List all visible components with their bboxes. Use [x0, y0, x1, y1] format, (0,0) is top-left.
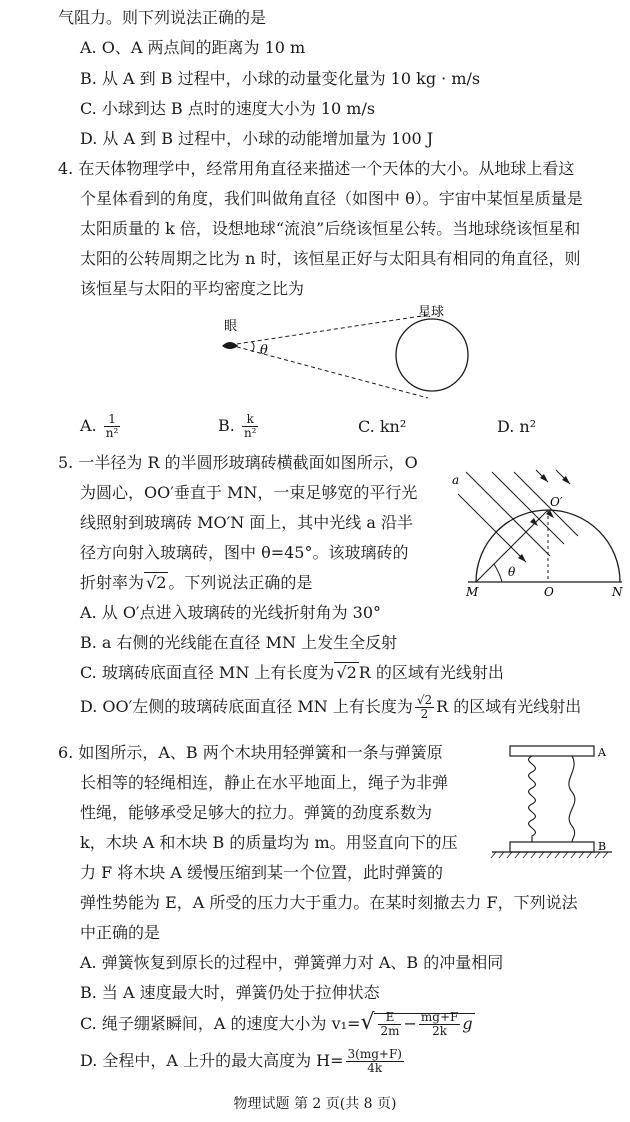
q6-option-c-g: g: [462, 1014, 473, 1033]
q6-option-c-frac-2: [419, 1011, 460, 1038]
q4-option-b-fraction: [242, 413, 259, 440]
q6-option-c-frac-1: [378, 1011, 401, 1038]
q5-stem-line-2: 为圆心，OO′垂直于 MN，一束足够宽的平行光: [80, 483, 418, 502]
q4-stem-line-5: 该恒星与太阳的平均密度之比为: [80, 279, 305, 298]
q6-option-d-prefix: D. 全程中，A 上升的最大高度为 H=: [80, 1051, 344, 1070]
q6-block-a: [510, 746, 594, 756]
q6-stem-line-2: 长相等的轻绳相连，静止在水平地面上，绳子为非弹: [80, 773, 449, 792]
q6-option-c-frac-2-num: mg+F: [420, 1010, 459, 1024]
q4-option-a: [80, 413, 122, 440]
q3-option-b: B. 从 A 到 B 过程中，小球的动量变化量为 10 kg · m/s: [80, 69, 481, 88]
q4-option-a-numerator: 1: [104, 413, 121, 427]
q5-stem-l5-suffix: 。下列说法正确的是: [168, 573, 313, 592]
q4-option-a-denominator: n²: [105, 426, 119, 440]
q5-fig-o-prime-label: O′: [550, 495, 563, 509]
q4-option-b: [218, 413, 260, 440]
q5-semicircle-figure: [448, 462, 623, 597]
q5-option-d-fraction: [415, 694, 434, 721]
q4-option-b-label: B.: [218, 416, 235, 435]
q5-option-c-suffix: R 的区域有光线射出: [358, 663, 504, 682]
q5-option-d-denominator: 2: [420, 707, 429, 721]
q6-option-c-frac-1-den: 2m: [380, 1024, 400, 1038]
q5-refractive-index: √2: [146, 573, 167, 592]
q6-option-c-frac-2-den: 2k: [432, 1024, 448, 1038]
q6-option-c: [80, 1008, 475, 1039]
q6-option-d-denominator: 4k: [367, 1061, 383, 1075]
q4-option-d: D. n²: [497, 417, 537, 436]
q6-fig-b-label: B: [598, 840, 607, 853]
q3-option-d: D. 从 A 到 B 过程中，小球的动能增加量为 100 J: [80, 129, 434, 148]
q6-stem-line-7: 中正确的是: [80, 923, 161, 942]
q5-option-c: [80, 663, 504, 683]
q5-stem-line-5: [80, 573, 312, 593]
q4-stem-line-1: 4. 在天体物理学中，经常用角直径来描述一个天体的大小。从地球上看这: [58, 159, 575, 178]
q6-spring-blocks-figure: [488, 742, 618, 862]
q4-stem-line-3: 太阳质量的 k 倍，设想地球“流浪”后绕该恒星公转。当地球绕该恒星和: [80, 219, 581, 238]
q4-fig-theta-label: θ: [260, 343, 268, 358]
q3-stem-cont: 气阻力。则下列说法正确的是: [58, 8, 267, 27]
q6-option-c-radicand: [374, 1010, 474, 1038]
page-footer: 物理试题 第 2 页(共 8 页): [233, 1096, 397, 1112]
q5-option-d-prefix: D. OO′左侧的玻璃砖底面直径 MN 上有长度为: [80, 697, 413, 716]
q6-option-d-fraction: [346, 1048, 404, 1075]
q6-stem-line-3: 性绳，能够承受足够大的拉力。弹簧的劲度系数为: [80, 803, 433, 822]
q4-option-a-label: A.: [80, 416, 97, 435]
q5-fig-m-label: M: [466, 585, 479, 597]
q4-stem-line-4: 太阳的公转周期之比为 n 时，该恒星正好与太阳具有相同的角直径，则: [80, 249, 581, 268]
q6-option-b: B. 当 A 速度最大时，弹簧仍处于拉伸状态: [80, 983, 380, 1002]
q4-option-b-denominator: n²: [243, 426, 257, 440]
q4-option-b-numerator: k: [242, 413, 259, 427]
q3-option-c: C. 小球到达 B 点时的速度大小为 10 m/s: [80, 99, 376, 118]
q6-fig-a-label: A: [598, 746, 606, 759]
q5-stem-l5-prefix: 折射率为: [80, 573, 145, 592]
q5-option-d: [80, 694, 581, 721]
q6-option-a: A. 弹簧恢复到原长的过程中，弹簧弹力对 A、B 的冲量相同: [80, 953, 504, 972]
q5-option-c-sqrt: √2: [336, 663, 357, 682]
q6-spring: [529, 756, 536, 842]
q4-stem-line-2: 个星体看到的角度，我们叫做角直径（如图中 θ）。宇宙中某恒星质量是: [80, 189, 583, 208]
q6-stem-line-6: 弹性势能为 E，A 所受的压力大于重力。在某时刻撤去力 F，下列说法: [80, 893, 578, 912]
q4-fig-star-label: 星球: [418, 305, 445, 320]
q6-option-c-minus: −: [403, 1014, 417, 1033]
q5-option-c-prefix: C. 玻璃砖底面直径 MN 上有长度为: [80, 663, 335, 682]
q4-star-circle: [396, 319, 468, 391]
q5-fig-n-label: N: [612, 585, 623, 597]
q4-fig-eye-label: 眼: [224, 319, 238, 334]
q6-option-d-numerator: 3(mg+F): [347, 1047, 402, 1061]
q4-option-c: C. kn²: [358, 417, 407, 436]
q5-fig-theta-label: θ: [508, 565, 516, 579]
q6-option-c-frac-1-num: E: [378, 1011, 401, 1025]
q5-option-a: A. 从 O′点进入玻璃砖的光线折射角为 30°: [80, 603, 382, 622]
q4-angular-diameter-figure: [210, 300, 480, 410]
q6-option-c-prefix: C. 绳子绷紧瞬间，A 的速度大小为 v₁=: [80, 1014, 361, 1033]
q6-stem-line-1: 6. 如图所示，A、B 两个木块用轻弹簧和一条与弹簧原: [58, 743, 443, 762]
q5-option-d-suffix: R 的区域有光线射出: [436, 697, 582, 716]
q6-rope: [569, 756, 575, 842]
q6-ground-hatching: [491, 852, 608, 858]
q5-fig-o-label: O: [544, 585, 554, 597]
q5-stem-line-1: 5. 一半径为 R 的半圆形玻璃砖横截面如图所示，O: [58, 453, 418, 472]
q6-stem-line-5: 力 F 将木块 A 缓慢压缩到某一个位置，此时弹簧的: [80, 863, 444, 882]
q5-stem-line-4: 径方向射入玻璃砖，图中 θ=45°。该玻璃砖的: [80, 543, 409, 562]
q5-fig-ray-a-label: a: [452, 473, 460, 487]
q6-block-b: [510, 842, 594, 852]
q4-option-a-fraction: [104, 413, 121, 440]
q5-stem-line-3: 线照射到玻璃砖 MO′N 面上，其中光线 a 沿半: [80, 513, 414, 532]
radical-sign-icon: √: [360, 1010, 375, 1035]
q5-option-d-numerator: √2: [416, 693, 433, 707]
q3-option-a: A. O、A 两点间的距离为 10 m: [80, 38, 306, 57]
q5-option-b: B. a 右侧的光线能在直径 MN 上发生全反射: [80, 633, 398, 652]
q6-option-d: [80, 1046, 406, 1076]
q6-stem-line-4: k，木块 A 和木块 B 的质量均为 m。用竖直向下的压: [80, 833, 458, 852]
